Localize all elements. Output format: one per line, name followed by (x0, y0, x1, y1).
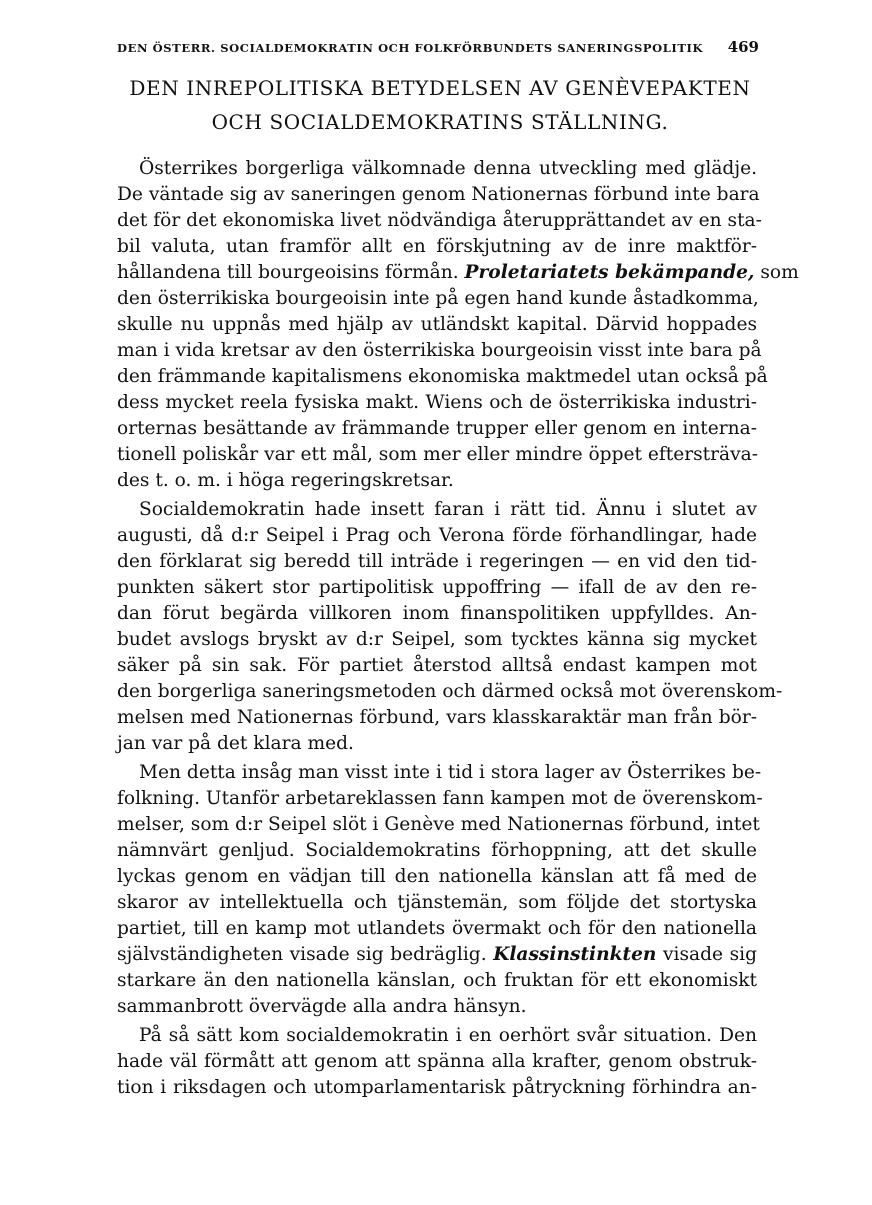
text-line: bil valuta, utan framför allt en förskjutning av de inre maktför- (117, 236, 757, 257)
text-line: punkten säkert stor partipolitisk uppoffring — ifall de av den re- (117, 577, 757, 598)
text-line: folkning. Utanför arbetareklassen fann kampen mot de överenskom- (117, 788, 763, 809)
text-line: säker på sin sak. För partiet återstod alltså endast kampen mot (117, 655, 757, 676)
text-line: tionell poliskår var ett mål, som mer eller mindre öppet eftersträva- (117, 444, 758, 465)
text-line: orternas besättande av främmande trupper eller genom en interna- (117, 418, 757, 439)
text-line: Socialdemokratin hade insett faran i rätt tid. Ännu i slutet av (139, 499, 757, 520)
text-line: augusti, då d:r Seipel i Prag och Verona förde förhandlingar, hade (117, 525, 757, 546)
text-line: man i vida kretsar av den österrikiska bourgeoisin visst inte bara på (117, 340, 762, 361)
text-line: starkare än den nationella känslan, och fruktan för ett ekonomiskt (117, 970, 757, 991)
running-title: DEN ÖSTERR. SOCIALDEMOKRATIN OCH FOLKFÖRBUNDETS SANERINGSPOLITIK (117, 41, 704, 55)
text-line: melsen med Nationernas förbund, vars klasskaraktär man från bör- (117, 707, 757, 728)
text-line: Men detta insåg man visst inte i tid i stora lager av Österrikes be- (139, 762, 762, 783)
text-line: det för det ekonomiska livet nödvändiga återupprättandet av en sta- (117, 210, 762, 231)
text-segment: som (760, 262, 799, 283)
text-line: budet avslogs bryskt av d:r Seipel, som tycktes känna sig mycket (117, 629, 757, 650)
running-header (117, 38, 759, 56)
text-line: jan var på det klara med. (117, 733, 354, 754)
section-title-line-1: DEN INREPOLITISKA BETYDELSEN AV GENÈVEPAKTEN (129, 76, 751, 100)
text-line: På så sätt kom socialdemokratin i en oerhört svår situation. Den (139, 1025, 757, 1046)
text-line: den förklarat sig beredd till inträde i regeringen — en vid den tid- (117, 551, 757, 572)
text-line: hade väl förmått att genom att spänna alla krafter, genom obstruk- (117, 1051, 757, 1072)
text-line: dan förut begärda villkoren inom finanspolitiken uppfylldes. An- (117, 603, 757, 624)
text-line: partiet, till en kamp mot utlandets övermakt och för den nationella (117, 918, 757, 939)
section-title-line-2: OCH SOCIALDEMOKRATINS STÄLLNING. (211, 110, 669, 134)
emphasis-text: Proletariatets bekämpande, (464, 262, 755, 283)
text-line: skaror av intellektuella och tjänstemän, som följde det stortyska (117, 892, 757, 913)
emphasis-text: Klassinstinkten (493, 944, 657, 965)
text-line: melser, som d:r Seipel slöt i Genève med Nationernas förbund, intet (117, 814, 760, 835)
text-line: sammanbrott övervägde alla andra hänsyn. (117, 996, 527, 1017)
text-line: nämnvärt genljud. Socialdemokratins förhoppning, att det skulle (117, 840, 757, 861)
page-number: 469 (727, 38, 759, 56)
text-line: den främmande kapitalismens ekonomiska maktmedel utan också på (117, 366, 768, 387)
text-line: des t. o. m. i höga regeringskretsar. (117, 470, 454, 491)
text-line: skulle nu uppnås med hjälp av utländskt kapital. Därvid hoppades (117, 314, 757, 335)
text-line: Österrikes borgerliga välkomnade denna utveckling med glädje. (139, 158, 757, 179)
text-line: De väntade sig av saneringen genom Nationernas förbund inte bara (117, 184, 760, 205)
text-line-mixed (117, 260, 799, 286)
text-line: tion i riksdagen och utomparlamentarisk påtryckning förhindra an- (117, 1077, 757, 1098)
text-line: den borgerliga saneringsmetoden och därmed också mot överenskom- (117, 681, 783, 702)
text-line: lyckas genom en vädjan till den nationella känslan att få med de (117, 866, 757, 887)
text-segment: självständigheten visade sig bedräglig. (117, 944, 487, 965)
text-segment: hållandena till bourgeoisins förmån. (117, 262, 459, 283)
text-segment: visade sig (663, 944, 757, 965)
text-line-mixed (117, 942, 757, 968)
text-line: den österrikiska bourgeoisin inte på egen hand kunde åstadkomma, (117, 288, 759, 309)
text-line: dess mycket reela fysiska makt. Wiens och de österrikiska industri- (117, 392, 757, 413)
